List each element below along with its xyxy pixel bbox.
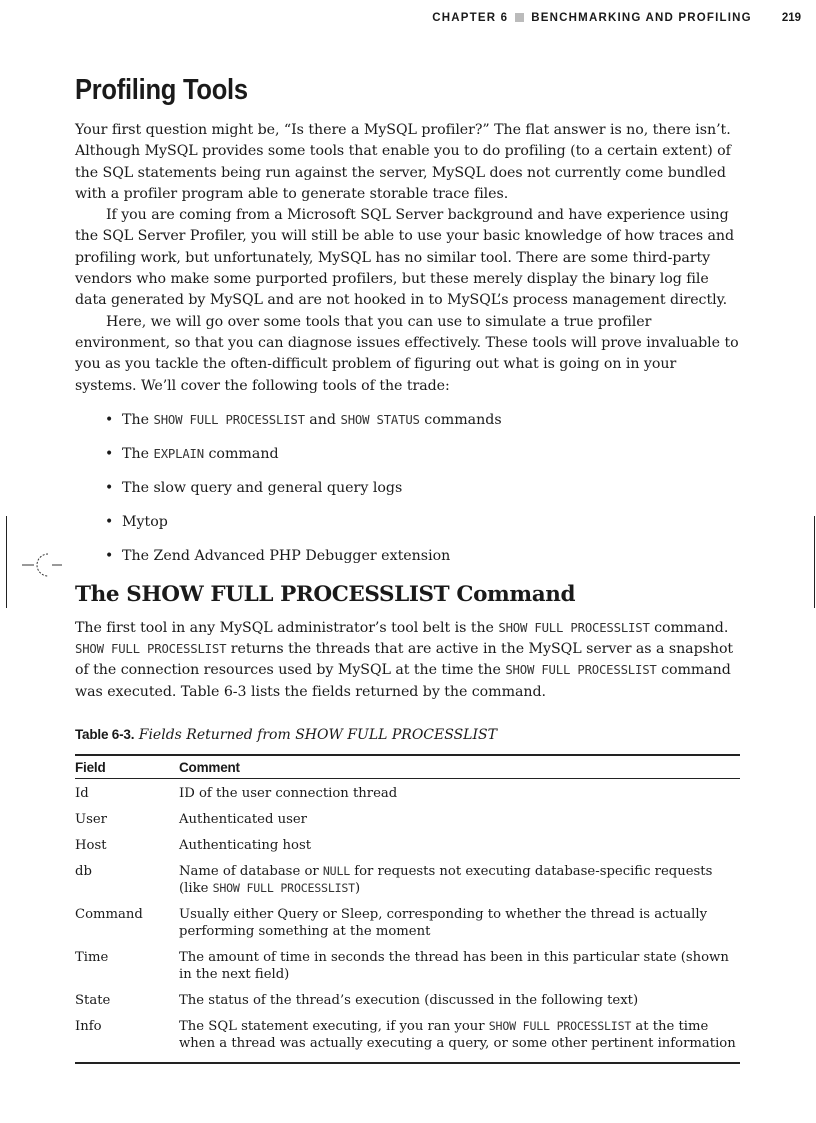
bullet-icon: • — [105, 411, 114, 428]
table-cell-field: Id — [75, 786, 89, 802]
inline-code: EXPLAIN — [153, 446, 204, 461]
bullet-icon: • — [105, 513, 114, 530]
table-cell-field: db — [75, 864, 92, 880]
bullet-item-4 — [105, 512, 740, 533]
table-cell-field: Info — [75, 1019, 102, 1035]
table-cell-field: Command — [75, 907, 143, 923]
table-cell-comment — [179, 943, 740, 986]
table-cell-comment — [179, 986, 740, 1012]
page-content — [75, 70, 740, 1064]
page-number: 219 — [781, 12, 801, 24]
table-cell-comment — [179, 857, 740, 900]
inline-code: SHOW FULL PROCESSLIST — [505, 663, 657, 678]
running-head — [0, 12, 801, 24]
crop-mark-right — [814, 516, 815, 608]
table-header-field: Field — [75, 755, 179, 779]
text-run: The first tool in any MySQL administrator’s tool belt is the — [75, 619, 499, 636]
square-separator-icon — [515, 13, 524, 22]
inline-code: NULL — [322, 864, 351, 879]
bullet-icon: • — [105, 445, 114, 462]
table-caption-title: Fields Returned from SHOW FULL PROCESSLIST — [138, 727, 497, 744]
table-header-row — [75, 755, 740, 779]
text-run: ID of the user connection thread — [179, 786, 398, 802]
bullet-text — [122, 548, 450, 564]
inline-code: SHOW FULL PROCESSLIST — [153, 412, 305, 427]
text-run: Mytop — [122, 513, 168, 530]
table-cell-comment — [179, 1012, 740, 1063]
table-row — [75, 805, 740, 831]
bullet-item-5 — [105, 546, 740, 567]
table-cell-field: Host — [75, 838, 107, 854]
running-head-chapter: CHAPTER 6 — [432, 12, 509, 24]
bullet-item-2 — [105, 444, 740, 465]
bullet-text — [122, 446, 279, 462]
table-caption-label: Table 6-3. — [75, 727, 135, 743]
table-row — [75, 1012, 740, 1063]
table-row — [75, 943, 740, 986]
text-run: The slow query and general query logs — [122, 479, 403, 496]
inline-code: SHOW FULL PROCESSLIST — [212, 881, 355, 896]
text-run: and — [304, 411, 341, 428]
table-row — [75, 986, 740, 1012]
text-run: The SQL statement executing, if you ran your — [179, 1019, 489, 1035]
text-run: If you are coming from a Microsoft SQL Server background and have experience using the SQL Server Profiler, you will still be able to use your basic knowledge of how traces and profiling work, but unfortunately, MySQL has no similar tool. There are some third-party vendors who make some purported profilers, but these merely display the binary log file data generated by MySQL and are not hooked in to MySQL’s process management directly. — [75, 207, 735, 309]
text-run: command was executed. Table 6-3 lists the fields returned by the command. — [75, 662, 731, 700]
table-cell-field: State — [75, 993, 111, 1009]
processlist-paragraph — [75, 618, 740, 703]
subsection-heading: The SHOW FULL PROCESSLIST Command — [75, 581, 576, 607]
section-heading: Profiling Tools — [75, 74, 248, 106]
text-run: at the time when a thread was actually executing a query, or some other pertinent information — [179, 1019, 736, 1052]
table-cell-field: User — [75, 812, 107, 828]
text-run: Authenticated user — [179, 812, 307, 828]
text-run: for requests not executing database-specific requests (like — [179, 864, 713, 897]
intro-paragraph-3 — [75, 312, 740, 397]
text-run: Authenticating host — [179, 838, 312, 854]
text-run: ) — [354, 881, 361, 897]
crop-mark-left — [6, 516, 7, 608]
table-header-comment: Comment — [179, 755, 740, 779]
bullet-text — [122, 480, 402, 496]
text-run: The amount of time in seconds the thread has been in this particular state (shown in the next field) — [179, 950, 729, 983]
table-cell-comment — [179, 779, 740, 806]
inline-code: SHOW FULL PROCESSLIST — [75, 642, 227, 657]
bullet-icon: • — [105, 547, 114, 564]
text-run: command — [203, 445, 279, 462]
inline-code: SHOW STATUS — [340, 412, 420, 427]
intro-paragraph-2 — [75, 205, 740, 311]
table-cell-comment — [179, 805, 740, 831]
bullet-item-3 — [105, 478, 740, 499]
text-run: commands — [419, 411, 502, 428]
text-run: returns the threads that are active in the MySQL server as a snapshot of the connection resources used by MySQL at the time the — [75, 641, 734, 679]
text-run: The Zend Advanced PHP Debugger extension — [122, 547, 451, 564]
bullet-text — [122, 412, 502, 428]
table-row — [75, 857, 740, 900]
running-head-title: BENCHMARKING AND PROFILING — [531, 12, 752, 24]
table-row — [75, 900, 740, 943]
inline-code: SHOW FULL PROCESSLIST — [498, 620, 650, 635]
intro-paragraph-1 — [75, 120, 740, 205]
text-run: Name of database or — [179, 864, 323, 880]
bullet-icon: • — [105, 479, 114, 496]
tools-bullet-list — [75, 410, 740, 567]
fields-table — [75, 754, 740, 1064]
bullet-text — [122, 514, 168, 530]
text-run: Your first question might be, “Is there a MySQL profiler?” The flat answer is no, there isn’t. Although MySQL provides some tools that enable you to do profiling (to a certain extent) of the SQL statements being run against the server, MySQL does not currently come bundled with a profiler program able to generate storable trace files. — [75, 122, 731, 202]
bullet-item-1 — [105, 410, 740, 431]
table-caption — [75, 725, 740, 745]
text-run: The — [122, 411, 154, 428]
text-run: The — [122, 445, 154, 462]
text-run: The status of the thread’s execution (discussed in the following text) — [179, 993, 639, 1009]
text-run: command. — [649, 619, 729, 636]
text-run: Here, we will go over some tools that you can use to simulate a true profiler environment, so that you can diagnose issues effectively. These tools will prove invaluable to you as you tackle the often-difficult problem of figuring out what is going on in your systems. We’ll cover the following tools of the trade: — [75, 313, 739, 394]
table-cell-field: Time — [75, 950, 109, 966]
table-row — [75, 831, 740, 857]
inline-code: SHOW FULL PROCESSLIST — [488, 1019, 632, 1034]
table-row — [75, 779, 740, 806]
registration-mark-icon — [22, 548, 62, 582]
text-run: Usually either Query or Sleep, corresponding to whether the thread is actually performing something at the moment — [179, 907, 708, 940]
table-cell-comment — [179, 831, 740, 857]
table-cell-comment — [179, 900, 740, 943]
